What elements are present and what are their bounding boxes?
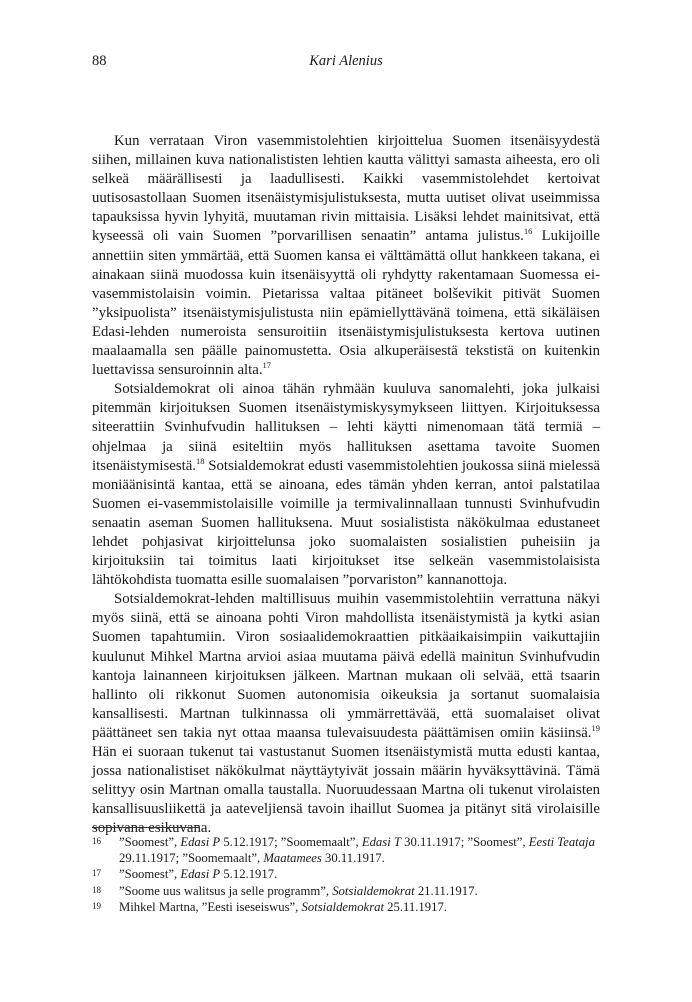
footnote-number: 17	[92, 868, 101, 879]
text-run: 30.11.1917.	[321, 851, 385, 866]
text-run: ”Soome uus walitsus ja selle programm”,	[119, 883, 333, 898]
footnote-text	[119, 866, 600, 882]
italic-title: Edasi P	[180, 867, 221, 882]
italic-title: Edasi T	[361, 835, 401, 849]
text-run: 21.11.1917.	[414, 883, 478, 898]
footnote	[92, 834, 600, 866]
footnote	[92, 899, 600, 915]
body-text	[92, 132, 600, 838]
footnotes	[92, 834, 600, 915]
text-run: Sotsialdemokrat-lehden maltillisuus muihin vasemmistolehtiin verrattuna näkyi myös siinä, että se ainoana pohti Viron mahdollista itsenäistymistä ja kytki asian Suomen tapahtumiin. Viron sosiaalidemokraattien pitkäaikaisimpiin vaikuttajiin kuulunut Mihkel Martna arvioi asiaa muutama päivä edellä mainitun Svinhufvudin kantoja lainanneen kirjoituksen jälkeen. Martnan mukaan oli selvää, että tsaarin hallinto oli rikkonut Suomen autonomisia oikeuksia ja sortanut suomalaisia kansallisesti. Martnan tulkinnassa oli ymmärrettävää, että suomalaiset olivat päättäneet sen takia nyt ottaa maansa tulevaisuudesta päättämisen omiin käsiinsä.	[92, 591, 600, 741]
text-run: Hän ei suoraan tukenut tai vastustanut Suomen itsenäistymistä mutta edusti kantaa, jossa nationalistiset näkökulmat näyttäytyivät jossain määrin hyväksyttävinä. Tämä selittyy osin Martnan omalla taustalla. Nuoruudessaan Martna oli tukenut virolaisten kansallisuusliikettä ja aateveljiensä tavoin ihaillut Suomea ja pitänyt sitä virolaisille sopivana esikuvana.	[92, 744, 600, 837]
footnote-reference: 16	[523, 226, 533, 237]
footnote-reference: 18	[195, 455, 205, 466]
footnote-separator	[92, 827, 200, 828]
footnote	[92, 883, 600, 899]
footnote-reference: 17	[262, 360, 272, 371]
footnote-text	[119, 834, 600, 866]
text-run: 5.12.1917; ”Soomemaalt”,	[220, 835, 362, 849]
running-head-author: Kari Alenius	[309, 53, 383, 69]
text-run: Sotsialdemokrat edusti vasemmistolehtien joukossa siinä mielessä moniäänisintä kantaa, että se ainoana, edes tämän yhden kerran, antoi palstatilaa Suomen ei-vasemmistolaisille voimille ja termivalinnallaan tunnusti Svinhufvudin senaatin aseman Suomen hallituksena. Muut sosialistista näkökulmaa edustaneet lehdet pohjasivat kirjoittelunsa joko suomalaisten sosialistien puheisiin ja kirjoituksiin tai toimitus laati kirjoitukset itse selkeän vasemmistolaisista lähtökohdista tuomatta esille suomalaisen ”porvariston” kannanottoja.	[92, 457, 600, 589]
page-number: 88	[92, 53, 107, 69]
text-run: Mihkel Martna, ”Eesti iseseiswus”,	[119, 899, 302, 914]
text-run: 5.12.1917.	[220, 867, 278, 882]
text-run: ”Soomest”,	[119, 867, 181, 882]
text-run: ”Soomest”,	[119, 835, 181, 849]
footnote-number: 18	[92, 884, 101, 895]
footnote-number: 16	[92, 836, 101, 846]
italic-title: Eesti Teataja	[528, 835, 595, 849]
page-header	[92, 53, 600, 73]
text-run: Sotsialdemokrat oli ainoa tähän ryhmään kuuluva sanomalehti, joka julkaisi pitemmän kirjoituksen Suomen itsenäistymiskysymykseen liittyen. Kirjoituksessa siteerattiin Svinhufvudin hallituksen – lehti käytti nimenomaan tätä termiä – ohjelmaa ja siinä esiteltiin myös hallituksen asettama tavoite Suomen itsenäistymisestä.	[92, 381, 600, 474]
italic-title: Sotsialdemokrat	[301, 899, 384, 914]
footnote	[92, 866, 600, 882]
paragraph	[92, 380, 600, 590]
paragraph	[92, 132, 600, 380]
paragraph	[92, 590, 600, 838]
footnote-reference: 19	[591, 722, 600, 733]
text-run: 30.11.1917; ”Soomest”,	[400, 835, 529, 849]
footnote-number: 19	[92, 900, 101, 911]
italic-title: Sotsialdemokrat	[332, 883, 415, 898]
text-run: 25.11.1917.	[384, 899, 447, 914]
italic-title: Edasi P	[180, 835, 221, 849]
text-run: 29.11.1917; ”Soomemaalt”,	[119, 851, 264, 866]
italic-title: Maatamees	[263, 851, 322, 866]
footnote-text	[119, 899, 600, 915]
text-run: Lukijoille annettiin siten ymmärtää, että Suomen kansa ei välttämättä ollut hankkeen takana, ei ainakaan siinä muodossa kuin itsenäisyyttä oli ryhdytty rakentamaan Suomessa ei-vasemmistolaisin voimin. Pietarissa valtaa pitäneet bolševikit pitivät Suomen ”yksipuolista” itsenäistymisjulistusta niin epämiellyttävänä toimena, että sikäläisen Edasi-lehden numeroista sensuroitiin itsenäistymisjulistuksesta kertova uutinen maalaamalla sen päälle painomustetta. Osia alkuperäisestä tekstistä on kuitenkin luettavissa sensuroinnin alta.	[92, 228, 600, 379]
footnote-text	[119, 883, 600, 899]
text-run: Kun verrataan Viron vasemmistolehtien kirjoittelua Suomen itsenäisyydestä siihen, millainen kuva nationalististen lehtien kautta välittyi samasta aiheesta, ero oli selkeä määrällisesti ja laadullisesti. Kaikki vasemmistolehdet kertoivat uutisosastollaan Suomen itsenäistymisjulistuksesta, mutta uutiset olivat useimmissa tapauksissa hyvin lyhyitä, muutaman rivin mittaisia. Lisäksi lehdet mainitsivat, että kyseessä oli vain Suomen ”porvarillisen senaatin” antama julistus.	[92, 133, 600, 245]
